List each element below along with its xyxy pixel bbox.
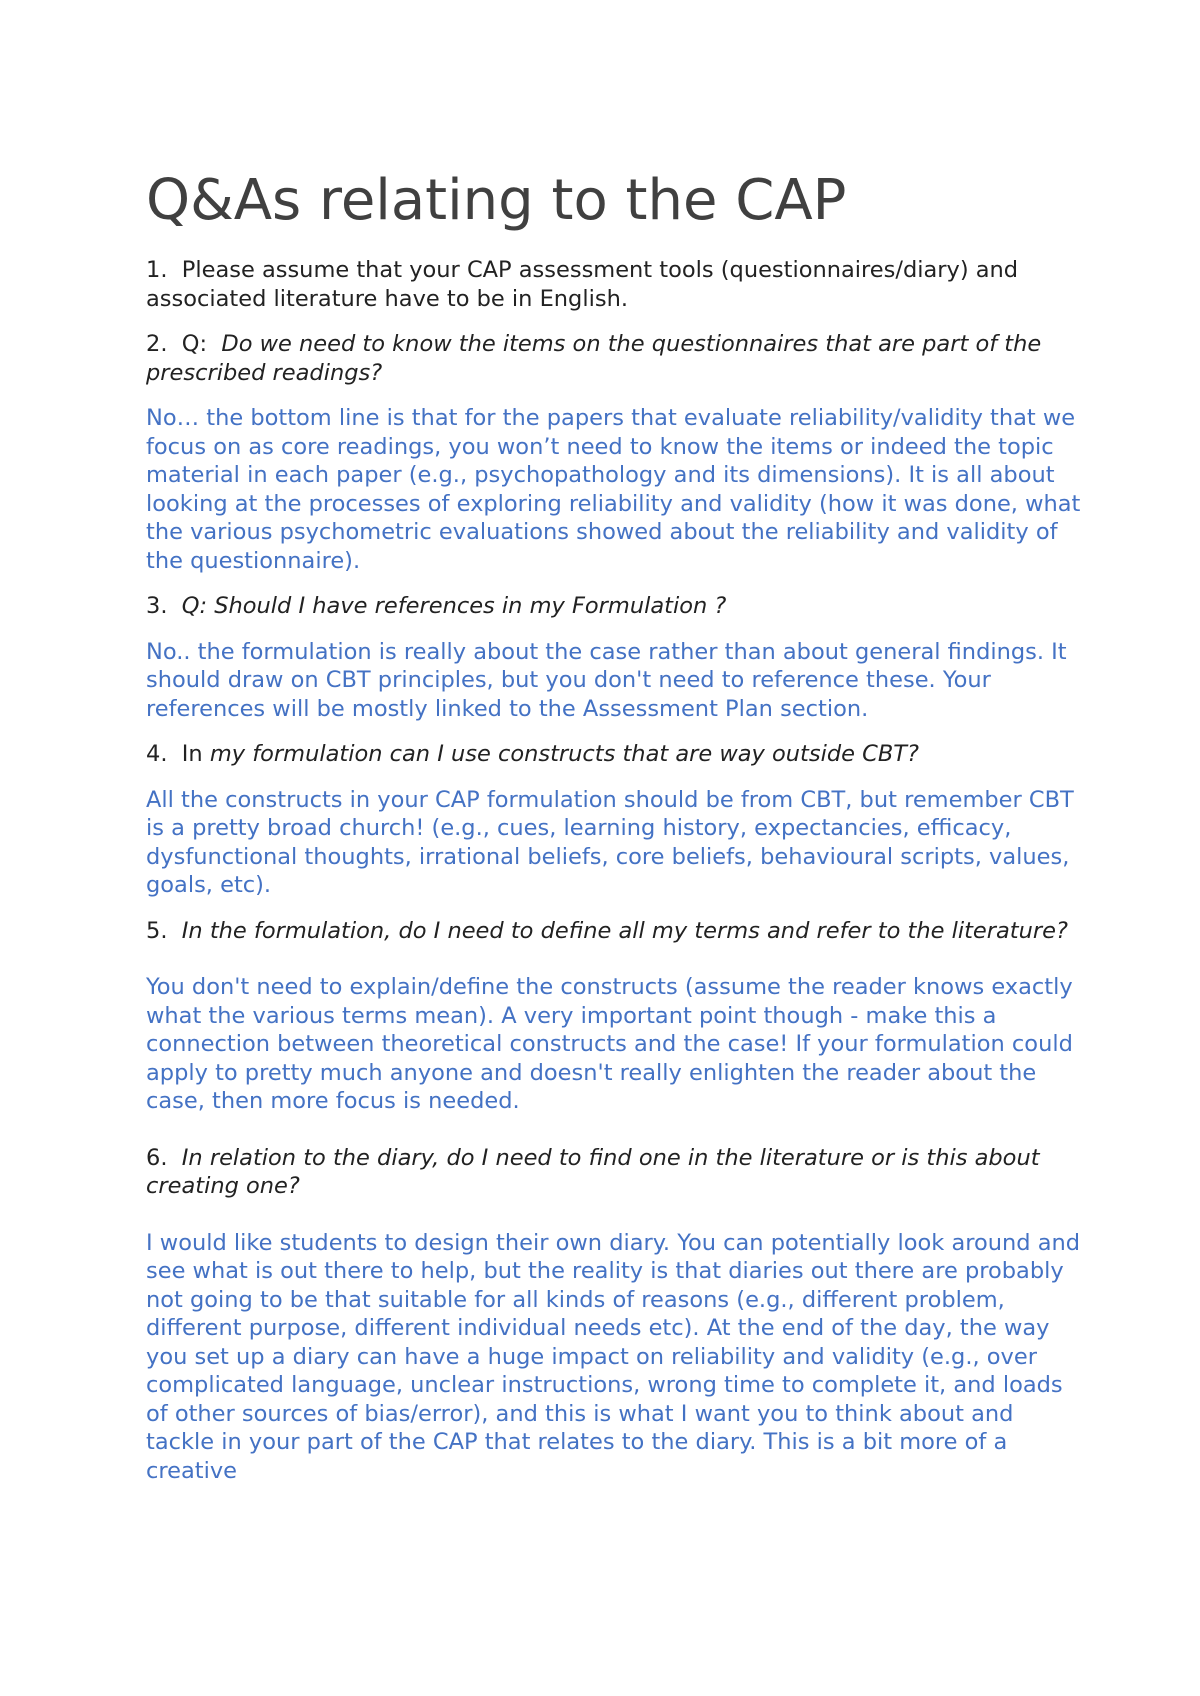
item-number: 4. bbox=[146, 741, 168, 767]
item-number: 1. bbox=[146, 257, 168, 283]
question-text: In relation to the diary, do I need to find one in the literature or is this about creating one? bbox=[146, 1144, 1040, 1199]
item-number: 5. bbox=[146, 917, 168, 944]
answer-4: All the constructs in your CAP formulation should be from CBT, but remember CBT is a pretty broad church! (e.g., cues, learning history, expectancies, efficacy, dysfunctional thoughts, irrational beliefs, core beliefs, behavioural scripts, values, goals, etc). bbox=[146, 786, 1074, 898]
question-3 bbox=[146, 592, 1081, 621]
item-number: 3. bbox=[146, 593, 168, 619]
item-number: 6. bbox=[146, 1144, 168, 1171]
question-prefix: Q: bbox=[181, 331, 208, 357]
statement-1 bbox=[146, 256, 1081, 313]
question-2 bbox=[146, 330, 1081, 387]
question-text: my formulation can I use constructs that are way outside CBT? bbox=[209, 741, 919, 767]
item-number: 2. bbox=[146, 331, 168, 357]
question-prefix: In bbox=[181, 741, 203, 767]
document-page bbox=[146, 168, 1081, 1502]
document-title: Q&As relating to the CAP bbox=[146, 168, 847, 233]
question-text: Do we need to know the items on the questionnaires that are part of the prescribed readings? bbox=[146, 331, 1042, 386]
answer-6: I would like students to design their own diary. You can potentially look around and see what is out there to help, but the reality is that diaries out there are probably not going to be that suitable for all kinds of reasons (e.g., different problem, different purpose, different individual needs etc). At the end of the day, the way you set up a diary can have a huge impact on reliability and validity (e.g., over complicated language, unclear instructions, wrong time to complete it, and loads of other sources of bias/error), and this is what I want you to think about and tackle in your part of the CAP that relates to the diary. This is a bit more of a creative bbox=[146, 1229, 1081, 1484]
question-5 bbox=[146, 917, 1081, 946]
question-text: Q: Should I have references in my Formulation ? bbox=[181, 593, 727, 619]
question-6 bbox=[146, 1144, 1081, 1201]
statement-text: Please assume that your CAP assessment tools (questionnaires/diary) and associated literature have to be in English. bbox=[146, 257, 1019, 312]
question-4 bbox=[146, 740, 1081, 769]
answer-5: You don't need to explain/define the constructs (assume the reader knows exactly what the various terms mean). A very important point though - make this a connection between theoretical constructs and the case! If your formulation could apply to pretty much anyone and doesn't really enlighten the reader about the case, then more focus is needed. bbox=[146, 974, 1073, 1114]
question-text: In the formulation, do I need to define all my terms and refer to the literature? bbox=[181, 917, 1068, 944]
answer-3: No.. the formulation is really about the case rather than about general findings. It should draw on CBT principles, but you don't need to reference these. Your references will be mostly linked to the Assessment Plan section. bbox=[146, 638, 1067, 722]
answer-2: No… the bottom line is that for the papers that evaluate reliability/validity that we focus on as core readings, you won’t need to know the items or indeed the topic material in each paper (e.g., psychopathology and its dimensions). It is all about looking at the processes of exploring reliability and validity (how it was done, what the various psychometric evaluations showed about the reliability and validity of the questionnaire). bbox=[146, 405, 1081, 574]
